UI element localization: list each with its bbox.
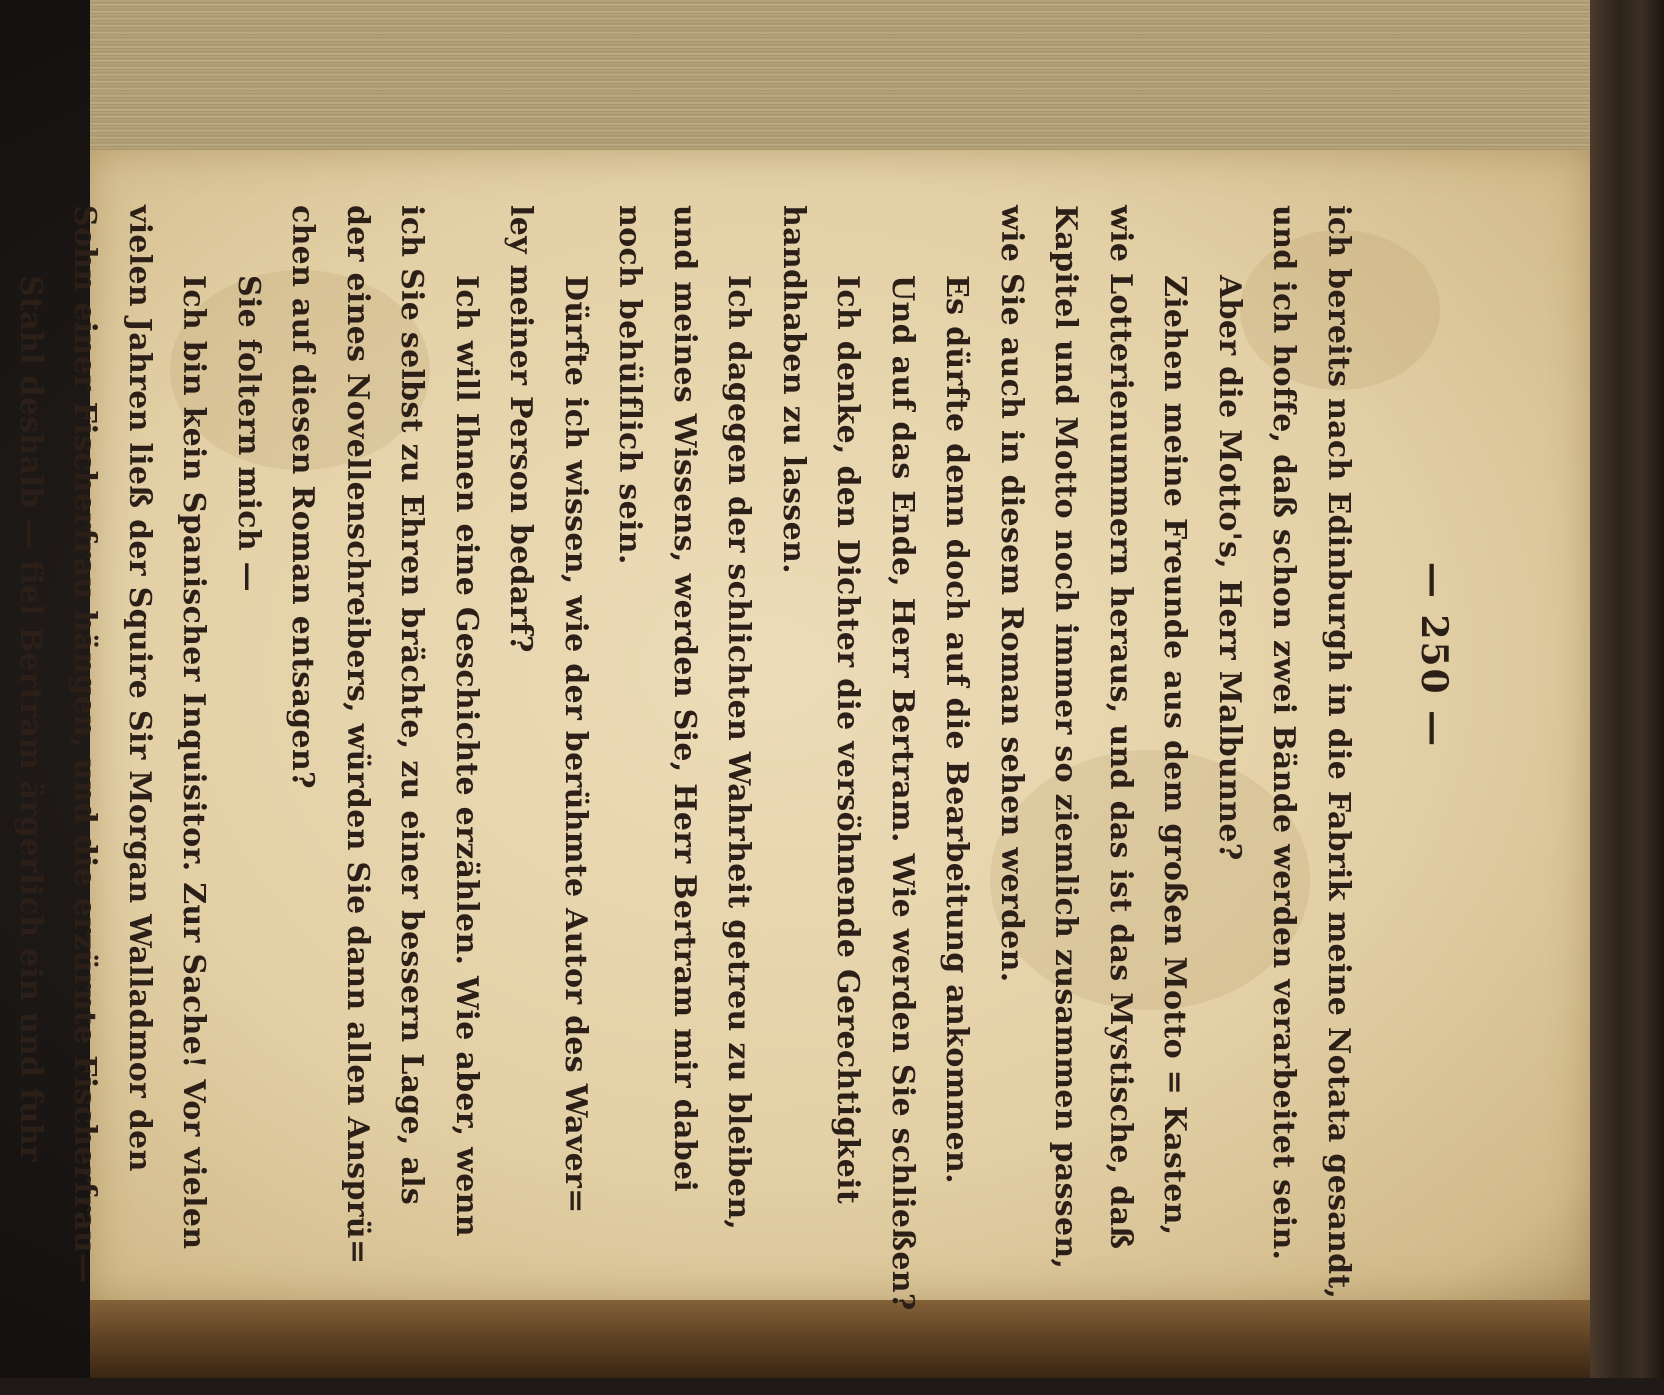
text-line: Ich bin kein Spanischer Inquisitor. Zur Sache! Vor vielen [176,275,212,1250]
text-line: der eines Novellenschreibers, würden Sie dann allen Ansprü= [340,205,375,1265]
page-number: — 250 — [1413,561,1455,749]
text-line: Aber die Motto's, Herr Malbunne? [1212,275,1247,861]
text-line: ich bereits nach Edinburgh in die Fabrik meine Notata gesandt, [1321,205,1356,1300]
text-line: ich Sie selbst zu Ehren brächte, zu einer bessern Lage, als [394,205,430,1206]
text-lines [0,205,1365,1395]
text-line: Sie foltern mich — [231,275,266,592]
text-line: Sohn einer Fischerfrau hängen, und die erzürnte Fischerfrau— [67,205,103,1284]
page-edges [90,0,1590,152]
text-line: handhaben zu lassen. [776,205,811,574]
text-line: Ich denke, den Dichter die versöhnende Gerechtigkeit [830,275,866,1204]
text-line: Ich will Ihnen eine Geschichte erzählen. Wie aber, wenn [449,275,484,1237]
text-line: Dürfte ich wissen, wie der berühmte Autor des Waver= [558,275,593,1214]
text-line: Ziehen meine Freunde aus dem großen Motto = Kasten, [1157,275,1193,1236]
text-line: Es dürfte denn doch auf die Bearbeitung ankommen. [939,275,975,1184]
book [13,0,1664,1378]
text-line: Ich dagegen der schlichten Wahrheit getreu zu bleiben, [721,275,757,1231]
text-line: vielen Jahren ließ der Squire Sir Morgan Walladmor den [122,205,157,1172]
text-line: wie Sie auch in diesem Roman sehen werden. [994,205,1029,983]
text-line: noch behülflich sein. [612,205,648,565]
text-line: und ich hoffe, daß schon zwei Bände werden verarbeitet sein. [1266,205,1302,1261]
text-line: chen auf diesen Roman entsagen? [285,205,321,789]
text-line: Kapitel und Motto noch immer so ziemlich zusammen passen, [1048,205,1084,1270]
text-line: Stahl deshalb — fiel Bertram ärgerlich ein und fuhr [13,275,48,1162]
text-line: Und auf das Ende, Herr Bertram. Wie werden Sie schließen? [885,275,920,1311]
leather-spine [1590,0,1664,1378]
text-line: wie Lotterienummern heraus, und das ist das Mystische, daß [1103,205,1138,1250]
text-line: und meines Wissens, werden Sie, Herr Bertram mir dabei [667,205,702,1193]
page-text-block [13,205,1455,1311]
text-line: ley meiner Person bedarf? [503,205,539,653]
